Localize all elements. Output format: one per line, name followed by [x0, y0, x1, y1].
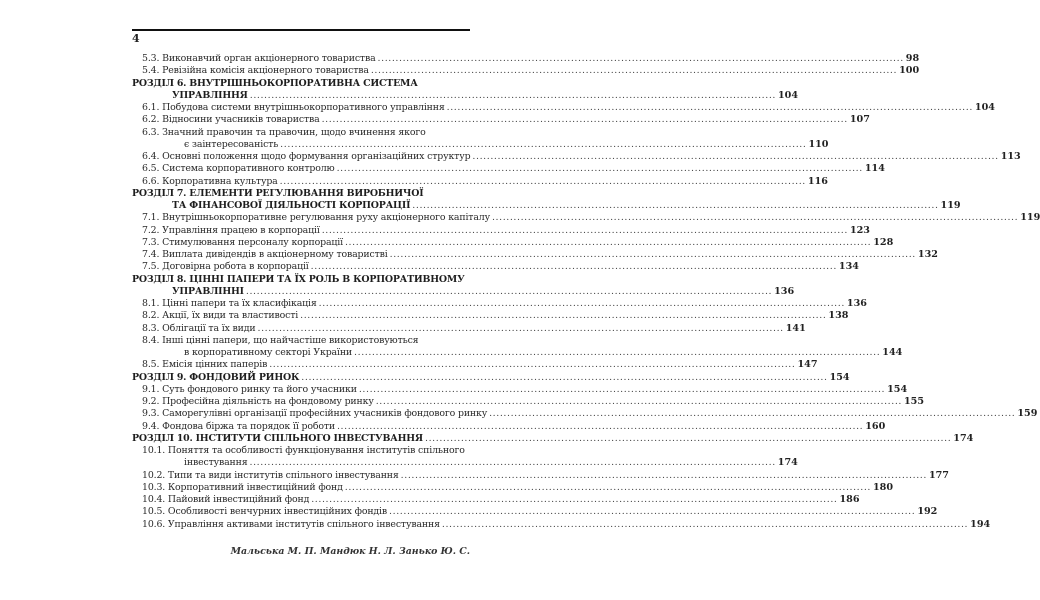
toc-chapter-row: [132, 285, 795, 298]
toc-leader-dots: [300, 310, 826, 322]
toc-entry-title: УПРАВЛІННЯ: [172, 89, 248, 101]
toc-chapter-row: [132, 188, 470, 200]
toc-page-number: 155: [903, 396, 925, 407]
toc-leader-dots: [354, 347, 880, 359]
toc-leader-dots: [301, 372, 827, 384]
toc-entry-title: РОЗДІЛ 6. ВНУТРІШНЬОКОРПОРАТИВНА СИСТЕМА: [132, 77, 418, 89]
toc-entry-row: [132, 151, 1021, 163]
toc-entry-row: [132, 163, 885, 175]
toc-entry-row: [132, 53, 920, 65]
toc-entry-row: [132, 261, 859, 273]
toc-leader-dots: [250, 457, 776, 469]
toc-page-number: 119: [1020, 212, 1040, 224]
toc-leader-dots: [425, 433, 951, 445]
toc-entry-row: [132, 481, 894, 494]
toc-leader-dots: [489, 408, 1015, 420]
toc-entry-title: УПРАВЛІННІ: [172, 285, 244, 297]
toc-leader-dots: [447, 102, 973, 114]
toc-page-number: 100: [899, 65, 920, 77]
toc-entry-title: 10.2. Типи та види інститутів спільного інвестування: [142, 469, 399, 481]
toc-page-number: 138: [828, 310, 849, 322]
toc-entry-title: 7.3. Стимулювання персоналу корпорації: [142, 236, 343, 248]
toc-leader-dots: [412, 200, 938, 212]
toc-entry-row: [132, 494, 860, 506]
toc-entry-title: 6.2. Відносини учасників товариства: [142, 114, 320, 126]
toc-entry-title: 7.1. Внутрішньокорпоративне регулювання руху акціонерного капіталу: [142, 212, 490, 224]
toc-entry-row: [132, 383, 908, 396]
toc-leader-dots: [378, 53, 904, 65]
toc-leader-dots: [345, 237, 871, 249]
toc-leader-dots: [311, 494, 837, 506]
toc-page-number: 123: [849, 224, 870, 236]
toc-entry-row: [132, 224, 870, 237]
toc-leader-dots: [311, 261, 837, 273]
toc-entry-row: [132, 396, 925, 408]
toc-entry-title: 8.5. Емісія цінних паперів: [142, 359, 268, 371]
toc-page-number: 141: [785, 322, 806, 334]
toc-page-number: 107: [849, 114, 870, 126]
toc-leader-dots: [337, 163, 863, 175]
toc-entry-row: [132, 335, 470, 347]
toc-entry-title: в корпоративному секторі України: [184, 347, 353, 358]
toc-page-number: 154: [829, 371, 850, 383]
toc-chapter-row: [132, 432, 974, 445]
toc-page-number: 180: [873, 481, 894, 493]
toc-entry-row: [132, 359, 818, 371]
toc-entry-title: 6.4. Основні положення щодо формування організаційних структур: [142, 151, 471, 162]
toc-entry-title: 9.2. Професійна діяльність на фондовому ринку: [142, 396, 374, 407]
toc-entry-row: [132, 102, 995, 114]
toc-entry-row: [132, 249, 938, 261]
toc-entry-row: [132, 236, 894, 249]
toc-leader-dots: [322, 114, 848, 126]
toc-entry-title: 7.2. Управління працею в корпорації: [142, 224, 320, 236]
toc-chapter-row: [132, 89, 799, 102]
toc-entry-title: 10.5. Особливості венчурних інвестиційних фондів: [142, 506, 388, 518]
toc-leader-dots: [390, 249, 916, 261]
toc-entry-title: 9.3. Саморегулівні організації професійних учасників фондового ринку: [142, 408, 488, 420]
toc-leader-dots: [401, 470, 927, 482]
toc-entry-title: 10.6. Управління активами інститутів спільного інвестування: [142, 518, 440, 530]
toc-chapter-row: [132, 78, 470, 90]
toc-entry-row: [132, 457, 798, 469]
toc-page-number: 147: [797, 359, 818, 371]
toc-page-number: 98: [905, 53, 920, 64]
toc-entry-title: 6.3. Значний правочин та правочин, щодо вчинення якого: [142, 126, 426, 138]
toc-page-number: 104: [974, 102, 995, 113]
toc-entry-row: [132, 127, 470, 139]
toc-entry-row: [132, 138, 829, 151]
toc-entry-title: 6.1. Побудова системи внутрішньокорпоративного управління: [142, 102, 445, 113]
toc-page-number: 186: [839, 494, 860, 505]
toc-entry-title: 8.3. Облігації та їх види: [142, 322, 256, 334]
toc-entry-row: [132, 445, 470, 457]
toc-entry-title: 8.4. Інші цінні папери, що найчастіше використовуються: [142, 334, 419, 346]
toc-entry-title: 6.6. Корпоративна культура: [142, 175, 278, 187]
toc-page-number: 136: [774, 285, 795, 297]
toc-leader-dots: [371, 65, 897, 77]
toc-entry-row: [132, 322, 806, 335]
toc-leader-dots: [359, 384, 885, 396]
toc-page-number: 177: [928, 469, 949, 481]
toc-entry-title: 7.4. Виплата дивідендів в акціонерному товаристві: [142, 249, 388, 260]
toc-chapter-row: [132, 371, 850, 384]
toc-entry-title: 10.4. Пайовий інвестиційний фонд: [142, 494, 310, 505]
toc-entry-row: [132, 469, 949, 482]
toc-entry-title: 9.4. Фондова біржа та порядок її роботи: [142, 420, 335, 432]
toc-leader-dots: [389, 506, 915, 518]
toc-entry-row: [132, 114, 870, 126]
toc-leader-dots: [280, 139, 806, 151]
toc-page-number: 104: [778, 89, 799, 101]
toc-entry-title: ТА ФІНАНСОВОЇ ДІЯЛЬНОСТІ КОРПОРАЦІЇ: [172, 200, 411, 211]
toc-page-number: 128: [873, 236, 894, 248]
toc-leader-dots: [250, 90, 776, 102]
toc-page-number: 159: [1017, 408, 1038, 420]
toc-entry-row: [132, 175, 828, 188]
toc-entry-title: 7.5. Договірна робота в корпорації: [142, 261, 309, 273]
toc-page-number: 154: [887, 383, 908, 395]
toc-page-number: 110: [808, 138, 829, 150]
toc-entry-row: [132, 518, 991, 531]
toc-page-number: 160: [865, 420, 886, 432]
toc-entry-title: 8.2. Акції, їх види та властивості: [142, 310, 299, 322]
toc-page-number: 174: [953, 432, 974, 444]
toc-leader-dots: [322, 225, 848, 237]
toc-entry-title: 9.1. Суть фондового ринку та його учасники: [142, 383, 357, 395]
toc-entry-title: РОЗДІЛ 8. ЦІННІ ПАПЕРИ ТА ЇХ РОЛЬ В КОРПОРАТИВНОМУ: [132, 273, 465, 285]
toc-entry-title: 6.5. Система корпоративного контролю: [142, 163, 335, 175]
header-rule: [132, 29, 470, 31]
toc-leader-dots: [472, 151, 998, 163]
toc-page-number: 194: [970, 518, 991, 530]
toc-page-number: 192: [917, 506, 938, 518]
toc-entry-title: 10.3. Корпоративний інвестиційний фонд: [142, 481, 343, 493]
toc-page-number: 174: [777, 457, 798, 469]
toc-entry-row: [132, 212, 1040, 224]
toc-entry-title: 5.3. Виконавчий орган акціонерного товариства: [142, 53, 376, 64]
toc-leader-dots: [246, 286, 772, 298]
toc-chapter-row: [132, 274, 470, 286]
toc-leader-dots: [442, 519, 968, 531]
toc-page-number: 132: [917, 249, 938, 260]
toc-leader-dots: [319, 298, 845, 310]
toc-leader-dots: [337, 421, 863, 433]
page-number: 4: [132, 32, 140, 45]
toc-entry-row: [132, 408, 1038, 420]
toc-entry-title: інвестування: [184, 457, 248, 469]
toc-page-number: 116: [807, 175, 828, 187]
toc-entry-row: [132, 347, 903, 359]
toc-entry-row: [132, 310, 849, 322]
toc-page-number: 113: [1000, 151, 1021, 162]
toc-entry-title: 10.1. Поняття та особливості функціонування інститутів спільного: [142, 445, 465, 456]
toc-entry-title: 8.1. Цінні папери та їх класифікація: [142, 298, 317, 309]
toc-entry-title: є заінтересованість: [184, 138, 279, 150]
toc-leader-dots: [269, 359, 795, 371]
toc-entry-title: РОЗДІЛ 7. ЕЛЕМЕНТИ РЕГУЛЮВАННЯ ВИРОБНИЧОЇ: [132, 187, 424, 199]
toc-page-number: 134: [838, 261, 859, 273]
toc-leader-dots: [257, 323, 783, 335]
toc-entry-title: РОЗДІЛ 9. ФОНДОВИЙ РИНОК: [132, 371, 300, 383]
toc-entry-row: [132, 65, 920, 77]
toc-leader-dots: [345, 482, 871, 494]
toc-leader-dots: [280, 176, 806, 188]
toc-entry-row: [132, 298, 867, 310]
toc-entry-title: 5.4. Ревізійна комісія акціонерного товариства: [142, 65, 369, 77]
toc-entry-row: [132, 506, 938, 518]
toc-chapter-row: [132, 200, 961, 212]
toc-page-number: 136: [846, 298, 867, 309]
footer-authors: Мальська М. П. Мандюк Н. Л. Занько Ю. С.: [230, 546, 470, 557]
toc-leader-dots: [376, 396, 902, 408]
table-of-contents: [132, 53, 1040, 531]
toc-entry-title: РОЗДІЛ 10. ІНСТИТУТИ СПІЛЬНОГО ІНВЕСТУВАННЯ: [132, 432, 424, 444]
toc-page-number: 144: [882, 347, 903, 358]
toc-leader-dots: [492, 212, 1018, 224]
toc-entry-row: [132, 420, 886, 433]
toc-page-number: 114: [864, 163, 885, 175]
toc-page-number: 119: [940, 200, 961, 211]
